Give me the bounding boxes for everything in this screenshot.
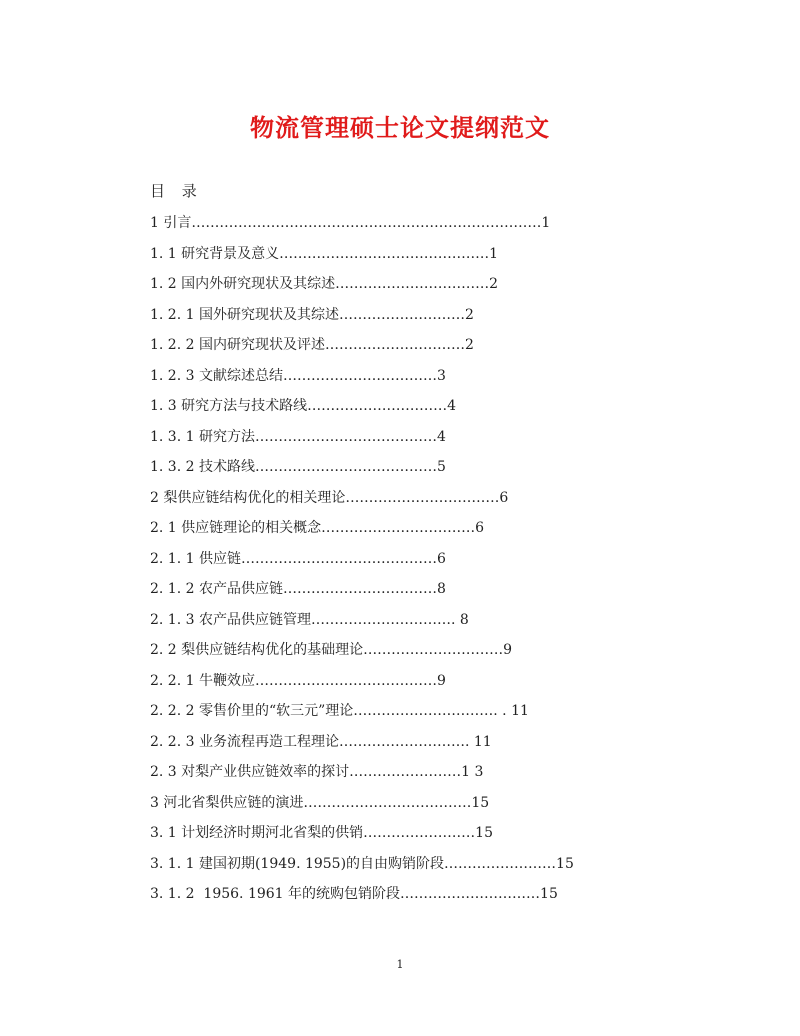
toc-entry: 1. 2. 1 国外研究现状及其综述………………………2 bbox=[150, 306, 474, 323]
toc-entry: 2. 1 供应链理论的相关概念……………………………6 bbox=[150, 520, 485, 536]
toc-entry: 2. 2. 1 牛鞭效应…………………………………9 bbox=[150, 672, 446, 689]
toc-entry: 2. 1. 2 农产品供应链……………………………8 bbox=[150, 581, 446, 597]
document-title: 物流管理硕士论文提纲范文 bbox=[250, 113, 550, 142]
toc-entry: 3. 1 计划经济时期河北省梨的供销……………………15 bbox=[150, 825, 493, 841]
toc-entry: 1. 3 研究方法与技术路线…………………………4 bbox=[150, 398, 457, 414]
toc-entry: 3 河北省梨供应链的演进………………………………15 bbox=[150, 794, 490, 811]
page-number: 1 bbox=[396, 958, 404, 971]
toc-entry: 2. 2. 3 业务流程再造工程理论………………………. 11 bbox=[150, 733, 492, 750]
toc-entry: 1. 2 国内外研究现状及其综述……………………………2 bbox=[150, 276, 499, 292]
toc-entry: 1. 3. 2 技术路线…………………………………5 bbox=[150, 459, 446, 475]
toc-entry: 1. 1 研究背景及意义………………………………………1 bbox=[150, 245, 499, 262]
toc-entry: 2 梨供应链结构优化的相关理论……………………………6 bbox=[150, 489, 509, 506]
toc-entry: 1 引言…………………………………………………………………1 bbox=[150, 215, 551, 231]
toc-entry: 2. 2 梨供应链结构优化的基础理论…………………………9 bbox=[150, 642, 513, 658]
table-of-contents bbox=[150, 208, 630, 910]
toc-entry: 1. 3. 1 研究方法…………………………………4 bbox=[150, 428, 446, 445]
toc-entry: 2. 1. 1 供应链……………………………………6 bbox=[150, 550, 446, 567]
toc-entry: 2. 3 对梨产业供应链效率的探讨……………………1 3 bbox=[150, 764, 484, 780]
toc-heading: 目 录 bbox=[150, 182, 203, 200]
toc-entry: 3. 1. 1 建国初期(1949. 1955)的自由购销阶段……………………15 bbox=[150, 855, 574, 872]
toc-entry: 3. 1. 2 1956. 1961 年的统购包销阶段…………………………15 bbox=[150, 886, 558, 902]
toc-entry: 2. 2. 2 零售价里的“软三元”理论…………………………. . 11 bbox=[150, 703, 529, 719]
toc-entry: 1. 2. 2 国内研究现状及评述…………………………2 bbox=[150, 337, 474, 353]
toc-entry: 1. 2. 3 文献综述总结……………………………3 bbox=[150, 367, 446, 384]
toc-entry: 2. 1. 3 农产品供应链管理…………………………. 8 bbox=[150, 611, 469, 628]
